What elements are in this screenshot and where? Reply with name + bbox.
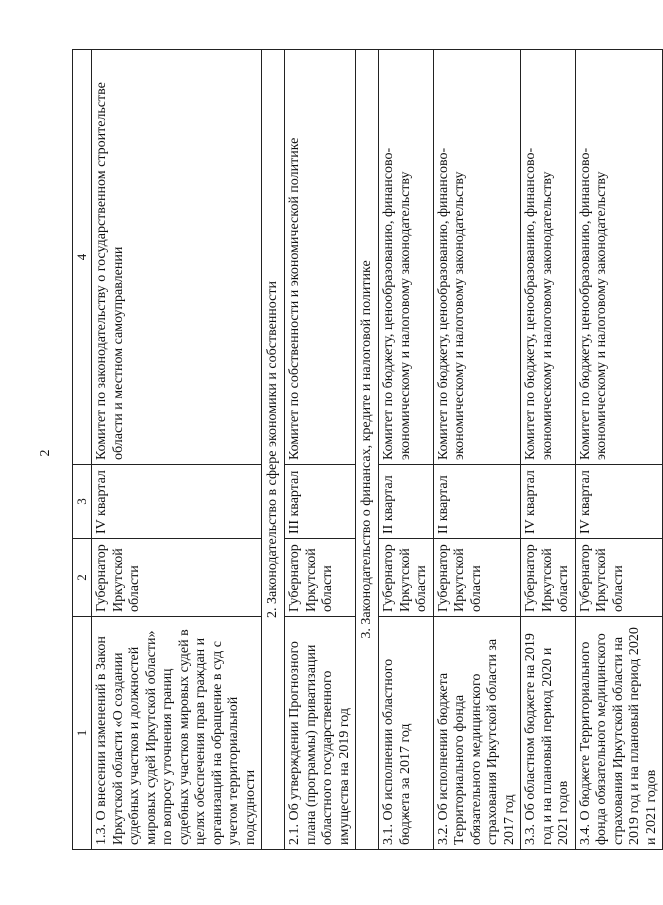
section-row xyxy=(262,50,285,850)
rotated-table-container xyxy=(72,50,659,850)
cell-term: IV квартал xyxy=(575,465,663,539)
cell-title: 2.1. Об утверждении Прогнозного плана (программы) приватизации областного государственного имущества на 2019 год xyxy=(285,617,356,850)
section-title: 3. Законодательство о финансах, кредите и налоговой политике xyxy=(356,50,379,850)
cell-committee: Комитет по бюджету, ценообразованию, финансово-экономическому и налоговому законодательству xyxy=(433,50,521,465)
cell-term: II квартал xyxy=(433,465,521,539)
cell-committee: Комитет по бюджету, ценообразованию, финансово-экономическому и налоговому законодательству xyxy=(575,50,663,465)
cell-initiator: Губернатор Иркутской области xyxy=(92,539,262,617)
cell-title: 3.2. Об исполнении бюджета Территориального фонда обязательного медицинского страхования Иркутской области за 2017 год xyxy=(433,617,521,850)
table-row xyxy=(433,50,521,850)
cell-term: II квартал xyxy=(379,465,434,539)
cell-term: III квартал xyxy=(285,465,356,539)
legislative-plan-table xyxy=(72,49,663,850)
cell-term: IV квартал xyxy=(521,465,576,539)
cell-initiator: Губернатор Иркутской области xyxy=(285,539,356,617)
cell-title: 1.3. О внесении изменений в Закон Иркутской области «О создании судебных участков и должностей мировых судей Иркутской области» по вопросу уточнения границ судебных участков мировых судей в целях обеспечения прав граждан и организаций на обращение в суд с учетом территориальной подсудности xyxy=(92,617,262,850)
cell-title: 3.4. О бюджете Территориального фонда обязательного медицинского страхования Иркутской области на 2019 год и на плановый период 2020 и 2021 годов xyxy=(575,617,663,850)
cell-initiator: Губернатор Иркутской области xyxy=(521,539,576,617)
cell-committee: Комитет по законодательству о государственном строительстве области и местном самоуправлении xyxy=(92,50,262,465)
section-row xyxy=(356,50,379,850)
table-row xyxy=(521,50,576,850)
page-number: 2 xyxy=(38,449,53,457)
cell-title: 3.3. Об областном бюджете на 2019 год и на плановый период 2020 и 2021 годов xyxy=(521,617,576,850)
cell-initiator: Губернатор Иркутской области xyxy=(379,539,434,617)
header-cell: 4 xyxy=(73,50,92,465)
cell-term: IV квартал xyxy=(92,465,262,539)
table-row xyxy=(92,50,262,850)
cell-initiator: Губернатор Иркутской области xyxy=(433,539,521,617)
cell-committee: Комитет по собственности и экономической политике xyxy=(285,50,356,465)
table-row xyxy=(575,50,663,850)
table-row xyxy=(285,50,356,850)
section-title: 2. Законодательство в сфере экономики и собственности xyxy=(262,50,285,850)
cell-initiator: Губернатор Иркутской области xyxy=(575,539,663,617)
header-cell: 3 xyxy=(73,465,92,539)
cell-committee: Комитет по бюджету, ценообразованию, финансово-экономическому и налоговому законодательству xyxy=(379,50,434,465)
table-header-row xyxy=(73,50,92,850)
cell-committee: Комитет по бюджету, ценообразованию, финансово-экономическому и налоговому законодательству xyxy=(521,50,576,465)
cell-title: 3.1. Об исполнении областного бюджета за 2017 год xyxy=(379,617,434,850)
header-cell: 2 xyxy=(73,539,92,617)
table-row xyxy=(379,50,434,850)
header-cell: 1 xyxy=(73,617,92,850)
